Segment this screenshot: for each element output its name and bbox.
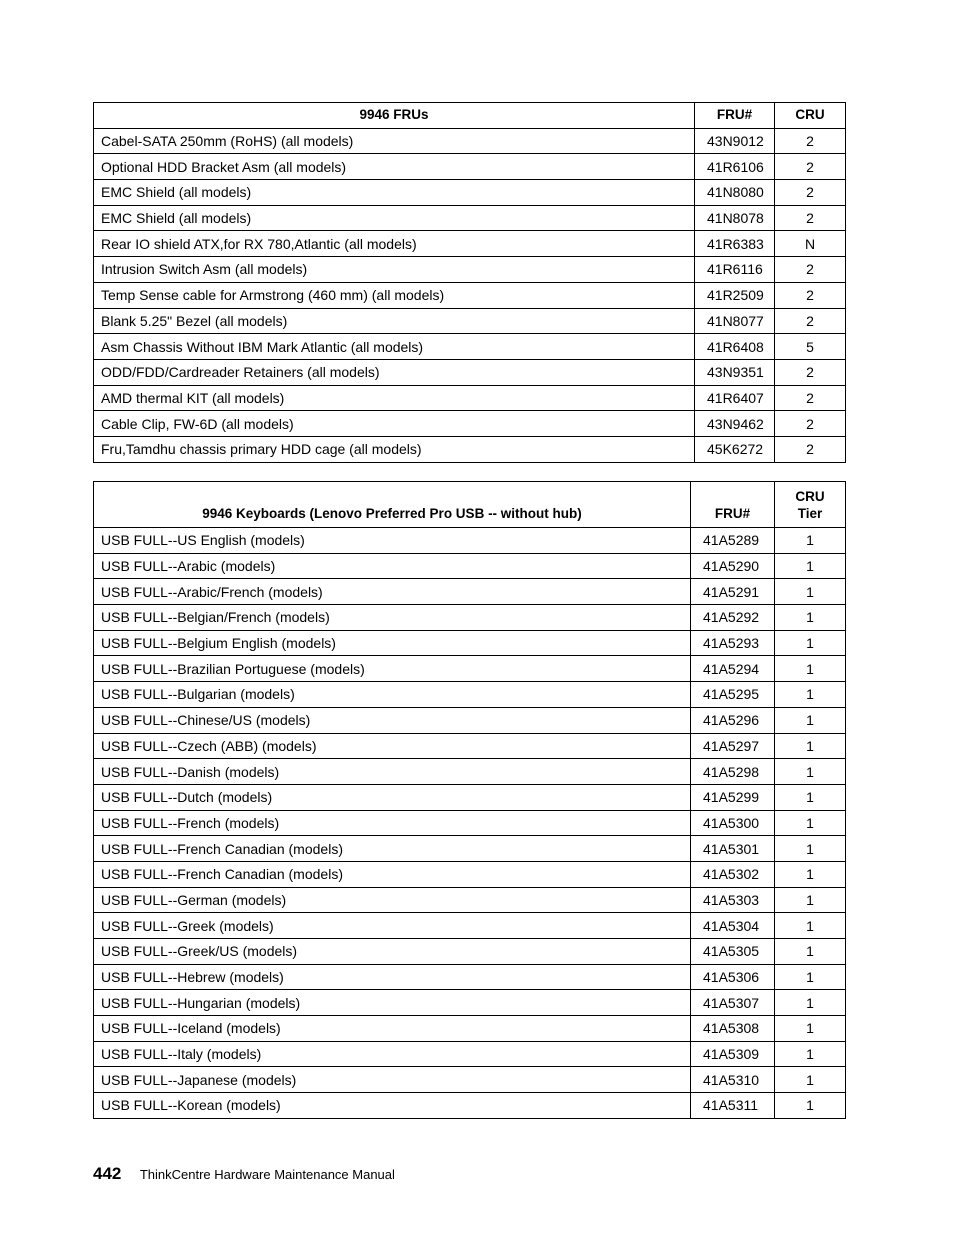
table-row: [94, 913, 846, 939]
cell-cru: 1: [775, 990, 846, 1016]
cell-cru: 2: [775, 180, 846, 206]
table-row: [94, 1041, 846, 1067]
cell-fru: 41A5305: [691, 939, 775, 965]
cell-fru: 41R6383: [695, 231, 775, 257]
cell-fru: 41A5308: [691, 1016, 775, 1042]
cell-fru: 41A5311: [691, 1093, 775, 1119]
table-row: [94, 154, 846, 180]
cell-cru: 1: [775, 553, 846, 579]
table-row: [94, 1016, 846, 1042]
table-row: [94, 810, 846, 836]
header-fru: FRU#: [695, 103, 775, 129]
cell-fru: 41R6408: [695, 334, 775, 360]
table-row: [94, 553, 846, 579]
cell-fru: 41A5300: [691, 810, 775, 836]
cell-description: USB FULL--Greek (models): [94, 913, 691, 939]
cell-description: Asm Chassis Without IBM Mark Atlantic (all models): [94, 334, 695, 360]
cell-description: USB FULL--Danish (models): [94, 759, 691, 785]
cell-fru: 41A5298: [691, 759, 775, 785]
cell-fru: 41R6407: [695, 385, 775, 411]
table-header-row: [94, 482, 846, 528]
table-row: [94, 784, 846, 810]
cell-fru: 41A5291: [691, 579, 775, 605]
cell-fru: 41A5302: [691, 861, 775, 887]
cell-description: USB FULL--Arabic (models): [94, 553, 691, 579]
cell-cru: N: [775, 231, 846, 257]
cell-description: USB FULL--French (models): [94, 810, 691, 836]
cell-fru: 41R6116: [695, 257, 775, 283]
table-row: [94, 579, 846, 605]
cell-fru: 41A5289: [691, 528, 775, 554]
cell-cru: 1: [775, 939, 846, 965]
table-row: [94, 334, 846, 360]
cell-cru: 1: [775, 630, 846, 656]
table-row: [94, 180, 846, 206]
cell-fru: 41A5290: [691, 553, 775, 579]
cell-description: USB FULL--Brazilian Portuguese (models): [94, 656, 691, 682]
header-cru-line1: CRU: [795, 488, 825, 504]
header-cru-tier: [775, 482, 846, 528]
cell-cru: 1: [775, 964, 846, 990]
table-row: [94, 656, 846, 682]
cell-description: Intrusion Switch Asm (all models): [94, 257, 695, 283]
cell-description: USB FULL--Iceland (models): [94, 1016, 691, 1042]
cell-description: USB FULL--German (models): [94, 887, 691, 913]
document-title: ThinkCentre Hardware Maintenance Manual: [139, 1167, 395, 1182]
cell-cru: 2: [775, 128, 846, 154]
table-header-row: [94, 103, 846, 129]
cell-cru: 2: [775, 359, 846, 385]
table-row: [94, 528, 846, 554]
cell-cru: 1: [775, 1093, 846, 1119]
cell-cru: 2: [775, 308, 846, 334]
cell-cru: 2: [775, 436, 846, 462]
table-row: [94, 939, 846, 965]
cell-fru: 45K6272: [695, 436, 775, 462]
fru-table: [93, 102, 846, 463]
table-row: [94, 282, 846, 308]
cell-fru: 41A5297: [691, 733, 775, 759]
cell-description: USB FULL--Japanese (models): [94, 1067, 691, 1093]
table-row: [94, 257, 846, 283]
cell-cru: 2: [775, 282, 846, 308]
cell-fru: 43N9012: [695, 128, 775, 154]
cell-fru: 41A5304: [691, 913, 775, 939]
cell-cru: 1: [775, 579, 846, 605]
cell-fru: 41A5306: [691, 964, 775, 990]
table-row: [94, 682, 846, 708]
table-row: [94, 205, 846, 231]
cell-description: Rear IO shield ATX,for RX 780,Atlantic (all models): [94, 231, 695, 257]
table-row: [94, 836, 846, 862]
table-row: [94, 707, 846, 733]
table-row: [94, 964, 846, 990]
table-row: [94, 733, 846, 759]
cell-description: USB FULL--Italy (models): [94, 1041, 691, 1067]
table-row: [94, 308, 846, 334]
cell-description: Cable Clip, FW-6D (all models): [94, 411, 695, 437]
cell-description: USB FULL--Belgium English (models): [94, 630, 691, 656]
cell-fru: 41A5292: [691, 605, 775, 631]
cell-fru: 41A5299: [691, 784, 775, 810]
cell-description: Blank 5.25" Bezel (all models): [94, 308, 695, 334]
fru-table-body: [94, 128, 846, 462]
table-row: [94, 359, 846, 385]
cell-cru: 1: [775, 605, 846, 631]
cell-cru: 1: [775, 810, 846, 836]
cell-fru: 41A5301: [691, 836, 775, 862]
cell-cru: 1: [775, 682, 846, 708]
cell-description: USB FULL--US English (models): [94, 528, 691, 554]
cell-fru: 41N8077: [695, 308, 775, 334]
page-footer: [93, 1164, 395, 1184]
cell-cru: 1: [775, 1041, 846, 1067]
cell-description: USB FULL--Bulgarian (models): [94, 682, 691, 708]
table-row: [94, 605, 846, 631]
cell-description: USB FULL--Chinese/US (models): [94, 707, 691, 733]
table-row: [94, 990, 846, 1016]
cell-fru: 41A5307: [691, 990, 775, 1016]
cell-description: USB FULL--Korean (models): [94, 1093, 691, 1119]
keyboard-table: [93, 481, 846, 1119]
cell-description: USB FULL--Hungarian (models): [94, 990, 691, 1016]
cell-fru: 41N8078: [695, 205, 775, 231]
table-row: [94, 411, 846, 437]
table-row: [94, 887, 846, 913]
cell-description: USB FULL--Belgian/French (models): [94, 605, 691, 631]
cell-description: ODD/FDD/Cardreader Retainers (all models): [94, 359, 695, 385]
cell-cru: 2: [775, 205, 846, 231]
cell-description: Temp Sense cable for Armstrong (460 mm) (all models): [94, 282, 695, 308]
cell-description: Cabel-SATA 250mm (RoHS) (all models): [94, 128, 695, 154]
cell-cru: 2: [775, 257, 846, 283]
cell-description: USB FULL--Greek/US (models): [94, 939, 691, 965]
cell-description: EMC Shield (all models): [94, 180, 695, 206]
cell-description: EMC Shield (all models): [94, 205, 695, 231]
header-description: 9946 FRUs: [94, 103, 695, 129]
table-row: [94, 861, 846, 887]
table-row: [94, 759, 846, 785]
cell-fru: 41A5294: [691, 656, 775, 682]
cell-cru: 2: [775, 411, 846, 437]
header-description: 9946 Keyboards (Lenovo Preferred Pro USB -- without hub): [94, 482, 691, 528]
cell-cru: 1: [775, 528, 846, 554]
cell-cru: 1: [775, 913, 846, 939]
cell-cru: 2: [775, 385, 846, 411]
cell-cru: 1: [775, 733, 846, 759]
cell-cru: 1: [775, 1016, 846, 1042]
cell-fru: 41R2509: [695, 282, 775, 308]
cell-description: USB FULL--French Canadian (models): [94, 836, 691, 862]
cell-cru: 1: [775, 887, 846, 913]
cell-fru: 41A5303: [691, 887, 775, 913]
cell-description: USB FULL--Dutch (models): [94, 784, 691, 810]
header-fru: FRU#: [691, 482, 775, 528]
cell-cru: 1: [775, 707, 846, 733]
cell-fru: 41A5293: [691, 630, 775, 656]
cell-cru: 1: [775, 656, 846, 682]
keyboard-table-body: [94, 528, 846, 1119]
table-row: [94, 231, 846, 257]
cell-fru: 43N9462: [695, 411, 775, 437]
cell-fru: 41N8080: [695, 180, 775, 206]
cell-description: USB FULL--French Canadian (models): [94, 861, 691, 887]
cell-description: AMD thermal KIT (all models): [94, 385, 695, 411]
cell-cru: 1: [775, 759, 846, 785]
table-row: [94, 385, 846, 411]
cell-cru: 1: [775, 861, 846, 887]
page-number: 442: [93, 1164, 122, 1183]
cell-cru: 5: [775, 334, 846, 360]
cell-fru: 41A5296: [691, 707, 775, 733]
table-row: [94, 630, 846, 656]
cell-fru: 41A5309: [691, 1041, 775, 1067]
cell-fru: 41R6106: [695, 154, 775, 180]
cell-description: USB FULL--Czech (ABB) (models): [94, 733, 691, 759]
cell-description: USB FULL--Hebrew (models): [94, 964, 691, 990]
header-cru: CRU: [775, 103, 846, 129]
cell-description: USB FULL--Arabic/French (models): [94, 579, 691, 605]
cell-fru: 43N9351: [695, 359, 775, 385]
cell-description: Fru,Tamdhu chassis primary HDD cage (all models): [94, 436, 695, 462]
table-row: [94, 1093, 846, 1119]
cell-cru: 1: [775, 1067, 846, 1093]
cell-fru: 41A5310: [691, 1067, 775, 1093]
table-row: [94, 436, 846, 462]
table-row: [94, 128, 846, 154]
cell-cru: 1: [775, 836, 846, 862]
table-row: [94, 1067, 846, 1093]
cell-cru: 2: [775, 154, 846, 180]
cell-description: Optional HDD Bracket Asm (all models): [94, 154, 695, 180]
cell-fru: 41A5295: [691, 682, 775, 708]
cell-cru: 1: [775, 784, 846, 810]
header-cru-line2: Tier: [797, 505, 823, 521]
